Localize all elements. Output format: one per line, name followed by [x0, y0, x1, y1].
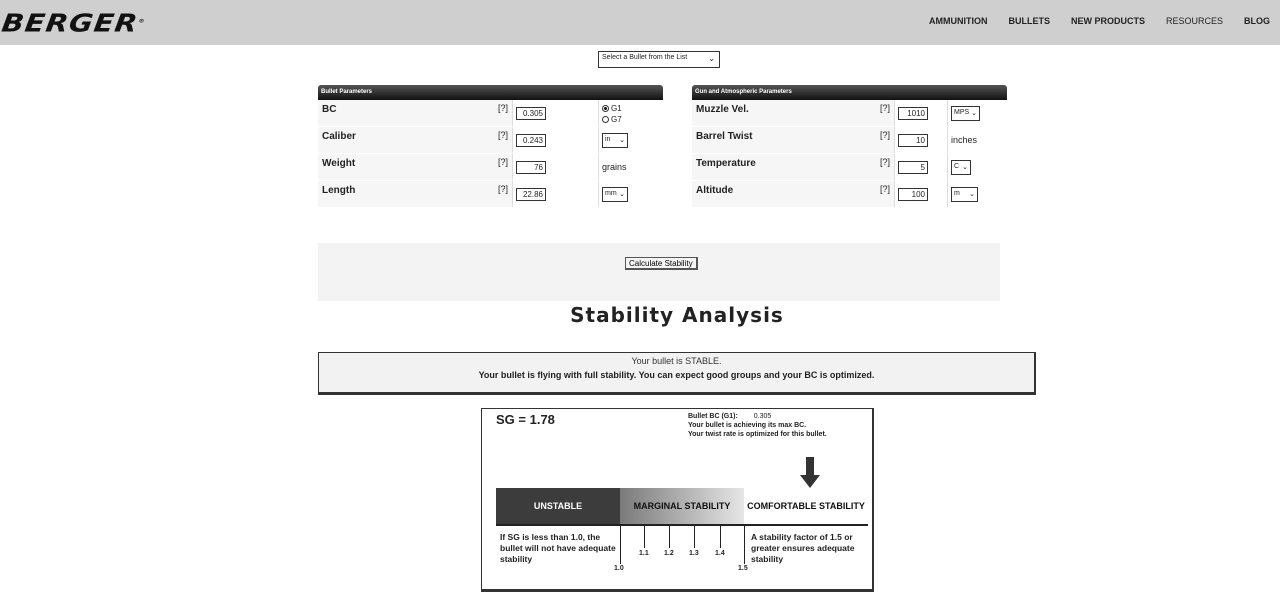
- bullet-parameters-table: [318, 85, 663, 208]
- tick-label-1-5: 1.5: [738, 565, 748, 572]
- tick-1-2: [669, 526, 670, 548]
- weight-row: [318, 154, 663, 181]
- chevron-down-icon: ⌄: [969, 190, 975, 198]
- muzzle-velocity-input[interactable]: 1010: [898, 107, 928, 120]
- scale-baseline: [496, 524, 868, 526]
- barrel-twist-value-cell: [895, 127, 948, 153]
- caliber-label: Caliber [?]: [318, 127, 513, 153]
- bc-info-label: Bullet BC (G1):: [688, 413, 738, 420]
- bc-info: [688, 412, 827, 439]
- tick-label-1-4: 1.4: [715, 550, 725, 557]
- length-unit-cell: [599, 181, 663, 207]
- length-label: Length [?]: [318, 181, 513, 207]
- comfortable-description: A stability factor of 1.5 or greater ensures adequate stability: [751, 532, 855, 564]
- altitude-value-cell: [895, 181, 948, 207]
- altitude-unit-cell: [948, 181, 1007, 207]
- calculate-panel: [318, 243, 1000, 301]
- tick-label-1-3: 1.3: [689, 550, 699, 557]
- page-title: Stability Analysis: [570, 303, 784, 327]
- logo-text: BERGER: [0, 8, 141, 38]
- nav-blog[interactable]: BLOG: [1244, 16, 1270, 26]
- bc-help-link[interactable]: [?]: [497, 103, 508, 113]
- temperature-unit-cell: [948, 154, 1007, 180]
- temperature-label: Temperature [?]: [692, 154, 895, 180]
- barrel-twist-label: Barrel Twist [?]: [692, 127, 895, 153]
- bc-row: [318, 100, 663, 127]
- muzzle-velocity-value-cell: [895, 100, 948, 126]
- down-arrow-icon: [800, 457, 820, 489]
- weight-help-link[interactable]: [?]: [497, 157, 508, 167]
- unstable-description: If SG is less than 1.0, the bullet will not have adequate stability: [500, 532, 616, 564]
- altitude-help-link[interactable]: [?]: [879, 184, 890, 194]
- bullet-parameters-header: Bullet Parameters: [318, 85, 663, 100]
- tick-1-3: [694, 526, 695, 548]
- temperature-help-link[interactable]: [?]: [879, 157, 890, 167]
- bc-message: Your bullet is achieving its max BC.: [688, 422, 807, 429]
- tick-1-4: [720, 526, 721, 548]
- length-unit-select[interactable]: mm ⌄: [602, 187, 628, 202]
- temperature-unit-select[interactable]: C ⌄: [951, 160, 971, 175]
- calculate-stability-button[interactable]: Calculate Stability: [625, 257, 698, 270]
- muzzle-velocity-unit-cell: [948, 100, 1007, 126]
- caliber-value-cell: [513, 127, 599, 153]
- temperature-row: [692, 154, 1007, 181]
- g1-radio[interactable]: G1: [602, 104, 622, 113]
- gun-parameters-table: [692, 85, 1007, 208]
- nav-bullets[interactable]: BULLETS: [1008, 16, 1050, 26]
- length-input[interactable]: 22.86: [516, 188, 546, 201]
- caliber-unit-cell: [599, 127, 663, 153]
- chevron-down-icon: ⌄: [708, 54, 715, 63]
- result-box: [318, 352, 1036, 395]
- tick-1-5: [744, 526, 745, 564]
- weight-input[interactable]: 76: [516, 161, 546, 174]
- muzzle-velocity-help-link[interactable]: [?]: [879, 103, 890, 113]
- barrel-twist-input[interactable]: 10: [898, 134, 928, 147]
- altitude-row: [692, 181, 1007, 208]
- bc-input[interactable]: 0.305: [516, 107, 546, 120]
- muzzle-velocity-row: [692, 100, 1007, 127]
- logo-registered-mark: ®: [138, 18, 146, 25]
- caliber-input[interactable]: 0.243: [516, 134, 546, 147]
- altitude-input[interactable]: 100: [898, 188, 928, 201]
- g1-radio-dot: [602, 105, 609, 112]
- bc-label: BC [?]: [318, 100, 513, 126]
- temperature-value-cell: [895, 154, 948, 180]
- chevron-down-icon: ⌄: [619, 190, 625, 198]
- weight-label: Weight [?]: [318, 154, 513, 180]
- chevron-down-icon: ⌄: [962, 163, 968, 171]
- g7-radio-dot: [602, 116, 609, 123]
- barrel-twist-row: [692, 127, 1007, 154]
- result-status: Your bullet is STABLE.: [631, 356, 722, 366]
- bullet-select[interactable]: [598, 51, 720, 68]
- tick-1-1: [644, 526, 645, 548]
- stability-graphic: [481, 408, 874, 592]
- twist-message: Your twist rate is optimized for this bullet.: [688, 431, 827, 438]
- temperature-input[interactable]: 5: [898, 161, 928, 174]
- tick-label-1-1: 1.1: [639, 550, 649, 557]
- weight-unit: grains: [599, 154, 663, 180]
- nav-new-products[interactable]: NEW PRODUCTS: [1070, 16, 1145, 26]
- altitude-label: Altitude [?]: [692, 181, 895, 207]
- tick-1-0: [620, 526, 621, 564]
- nav-ammunition[interactable]: AMMUNITION: [928, 16, 988, 26]
- bc-model-radio-group: [602, 103, 622, 124]
- caliber-help-link[interactable]: [?]: [497, 130, 508, 140]
- barrel-twist-help-link[interactable]: [?]: [879, 130, 890, 140]
- bullet-select-value: Select a Bullet from the List: [602, 54, 688, 61]
- comfortable-zone: COMFORTABLE STABILITY: [744, 488, 868, 524]
- altitude-unit-select[interactable]: m ⌄: [951, 187, 978, 202]
- sg-value: SG = 1.78: [496, 412, 555, 427]
- caliber-row: [318, 127, 663, 154]
- gun-parameters-header: Gun and Atmospheric Parameters: [692, 85, 1007, 100]
- muzzle-velocity-unit-select[interactable]: MPS ⌄: [951, 106, 980, 121]
- main-nav: [929, 16, 1270, 26]
- unstable-zone: UNSTABLE: [496, 488, 620, 524]
- g7-radio[interactable]: G7: [602, 115, 622, 124]
- bc-info-value: 0.305: [753, 413, 772, 420]
- tick-label-1-0: 1.0: [614, 565, 624, 572]
- top-bar: [0, 0, 1280, 45]
- tick-label-1-2: 1.2: [664, 550, 674, 557]
- berger-logo[interactable]: [0, 9, 147, 38]
- length-help-link[interactable]: [?]: [497, 184, 508, 194]
- bc-value-cell: [513, 100, 599, 126]
- chevron-down-icon: ⌄: [971, 109, 977, 117]
- caliber-unit-select[interactable]: in ⌄: [602, 133, 628, 148]
- barrel-twist-unit: inches: [948, 127, 1007, 153]
- weight-value-cell: [513, 154, 599, 180]
- muzzle-velocity-label: Muzzle Vel. [?]: [692, 100, 895, 126]
- length-row: [318, 181, 663, 208]
- bc-model-cell: [599, 100, 663, 126]
- result-message: Your bullet is flying with full stability. You can expect good groups and your BC is optimized.: [478, 370, 875, 380]
- nav-resources[interactable]: RESOURCES: [1165, 16, 1223, 26]
- chevron-down-icon: ⌄: [619, 136, 625, 144]
- length-value-cell: [513, 181, 599, 207]
- marginal-zone: MARGINAL STABILITY: [620, 488, 744, 524]
